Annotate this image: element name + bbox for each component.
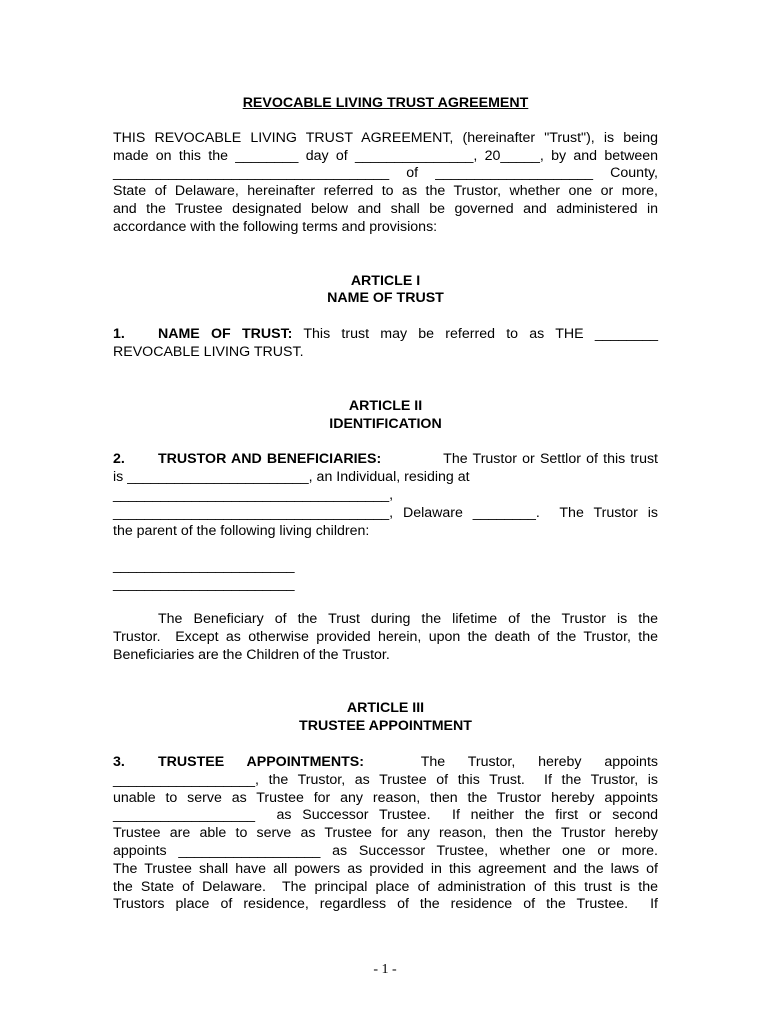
section-3-line: Trustors place of residence, regardless of the residence of the Trustee. If <box>113 896 658 913</box>
section-text: The Trustor or Settlor of this trust <box>381 451 659 468</box>
section-1-line: REVOCABLE LIVING TRUST. <box>113 343 304 360</box>
child-blank-line: _______________________ <box>113 576 295 593</box>
beneficiary-line: Trustor. Except as otherwise provided herein, upon the death of the Trustor, the <box>113 628 658 645</box>
intro-line: THIS REVOCABLE LIVING TRUST AGREEMENT, (hereinafter "Trust"), is being <box>113 129 658 146</box>
section-2-line: ___________________________________, Delaware ________. The Trustor is <box>113 504 658 521</box>
section-text: This trust may be referred to as THE ________ <box>292 326 658 343</box>
section-3-line: __________________, the Trustor, as Trustee of this Trust. If the Trustor, is <box>113 771 658 788</box>
section-1-line <box>113 326 658 344</box>
intro-line: ___________________________________ of ____________________ County, <box>113 165 658 182</box>
section-number: 2. <box>113 451 125 468</box>
section-2 <box>113 451 658 540</box>
section-number: 1. <box>113 326 125 343</box>
intro-paragraph <box>113 130 658 237</box>
section-heading: TRUSTEE APPOINTMENTS: <box>158 753 364 770</box>
children-blanks <box>113 558 658 594</box>
document-body <box>113 95 658 914</box>
article-name: NAME OF TRUST <box>327 290 444 307</box>
article-number: ARTICLE III <box>346 700 425 717</box>
intro-line: made on this the ________ day of _______________, 20_____, by and between <box>113 147 658 164</box>
section-heading: TRUSTOR AND BENEFICIARIES: <box>158 451 382 468</box>
section-3-line: unable to serve as Trustee for any reason, then the Trustor hereby appoints <box>113 789 658 806</box>
section-2-line: the parent of the following living children: <box>113 522 370 539</box>
document-title: REVOCABLE LIVING TRUST AGREEMENT <box>242 95 529 111</box>
beneficiary-line: The Beneficiary of the Trust during the lifetime of the Trustor is the <box>158 610 658 627</box>
article-number: ARTICLE I <box>350 272 421 289</box>
intro-line: accordance with the following terms and provisions: <box>113 218 438 235</box>
section-3-line: Trustee are able to serve as Trustee for any reason, then the Trustor hereby <box>113 825 658 842</box>
page-number: - 1 - <box>373 962 397 977</box>
article-2-heading <box>113 398 658 434</box>
section-heading: NAME OF TRUST: <box>158 326 293 343</box>
intro-line: and the Trustee designated below and shall be governed and administered in <box>113 200 658 217</box>
section-3-line: the State of Delaware. The principal place of administration of this trust is the <box>113 878 658 895</box>
section-3-line: The Trustee shall have all powers as provided in this agreement and the laws of <box>113 860 658 877</box>
section-2-line: is _______________________, an Individual, residing at <box>113 469 470 486</box>
section-3-line: appoints __________________ as Successor Trustee, whether one or more. <box>113 842 658 859</box>
section-2-line <box>113 451 658 469</box>
article-3-heading <box>113 700 658 736</box>
beneficiary-line: Beneficiaries are the Children of the Trustor. <box>113 646 390 663</box>
child-blank-line: _______________________ <box>113 558 295 575</box>
intro-line: State of Delaware, hereinafter referred to as the Trustor, whether one or more, <box>113 183 658 200</box>
section-1 <box>113 326 658 362</box>
article-name: IDENTIFICATION <box>329 415 442 432</box>
section-2-line: ___________________________________, <box>113 486 394 503</box>
section-3 <box>113 754 658 914</box>
beneficiary-paragraph <box>113 611 658 664</box>
section-number: 3. <box>113 753 125 770</box>
section-3-line <box>113 754 658 772</box>
section-text: The Trustor, hereby appoints <box>363 753 658 770</box>
article-1-heading <box>113 273 658 309</box>
article-number: ARTICLE II <box>348 397 423 414</box>
article-name: TRUSTEE APPOINTMENT <box>299 718 472 735</box>
section-3-line: __________________ as Successor Trustee. If neither the first or second <box>113 807 658 824</box>
